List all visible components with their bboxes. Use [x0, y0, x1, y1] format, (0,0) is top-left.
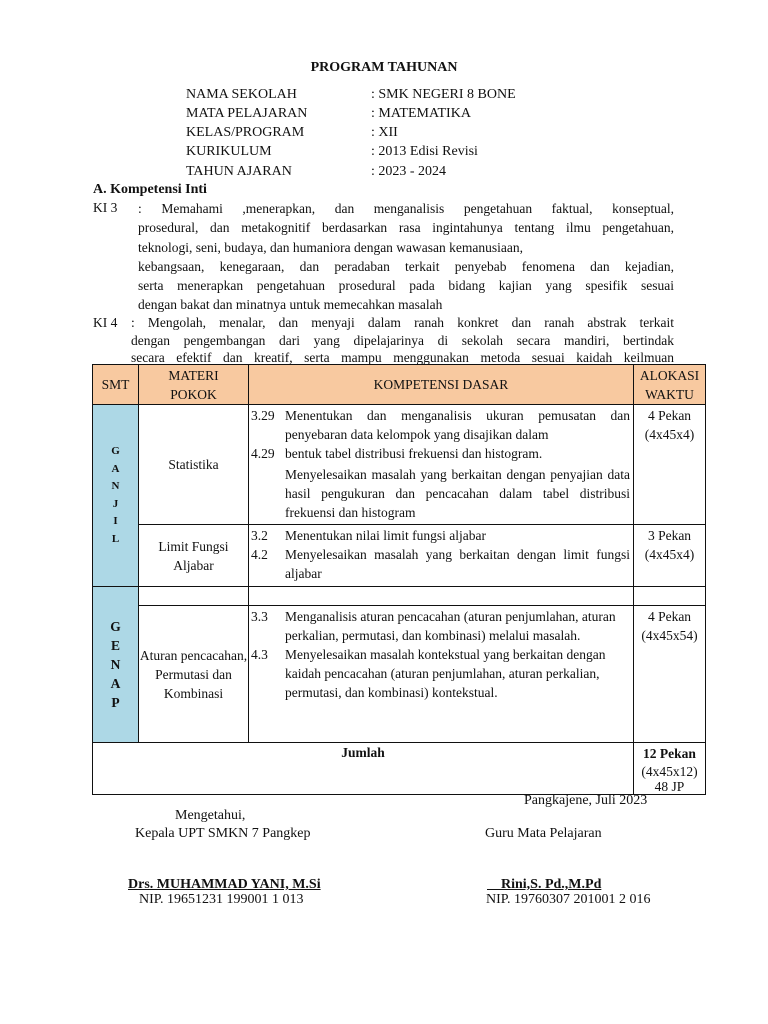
empty-cell [139, 587, 249, 606]
materi-limit: Limit Fungsi Aljabar [139, 525, 249, 587]
kd-text: bentuk tabel distribusi frekuensi dan histogram. [285, 446, 543, 461]
info-value-year: : 2023 - 2024 [371, 164, 447, 179]
kd-item [251, 545, 630, 583]
info-label-class: KELAS/PROGRAM [186, 125, 305, 140]
header-kd: KOMPETENSI DASAR [249, 365, 634, 405]
kd-item [251, 465, 630, 522]
total-jp: 48 JP [654, 779, 685, 794]
ki4-text [131, 314, 674, 367]
info-label-year: TAHUN AJARAN [186, 164, 292, 179]
info-value-class: : XII [371, 125, 398, 140]
alokasi-statistika [634, 405, 706, 525]
ki3-line-5: serta menerapkan pengetahuan prosedural pada bidang kajian yang spesifik sesuai [138, 278, 674, 294]
header-materi [139, 365, 249, 405]
kd-number: 4.29 [251, 446, 275, 461]
kd-item [251, 406, 630, 444]
ki3-line-6: dengan bakat dan minatnya untuk memecahkan masalah [138, 297, 443, 313]
table-row-empty [93, 587, 706, 606]
ganjil-letter: I [113, 515, 118, 527]
ki4-line-1: : Mengolah, menalar, dan menyaji dalam ranah konkret dan ranah abstrak terkait [131, 315, 674, 330]
section-heading-ki: A. Kompetensi Inti [93, 182, 207, 197]
alokasi-pekan: 3 Pekan [647, 528, 692, 543]
table-header-row [93, 365, 706, 405]
document-title: PROGRAM TAHUNAN [310, 60, 458, 75]
info-label-school: NAMA SEKOLAH [186, 87, 297, 102]
headmaster-nip: NIP. 19651231 199001 1 013 [139, 892, 304, 907]
genap-letter: E [110, 638, 120, 653]
ki3-line-3: teknologi, seni, budaya, dan humaniora dengan wawasan kemanusiaan, [138, 239, 524, 255]
info-value-curriculum: : 2013 Edisi Revisi [371, 144, 478, 159]
ganjil-letter: L [111, 532, 120, 545]
alokasi-jp: (4x45x54) [641, 628, 698, 643]
kd-text: Menyelesaikan masalah yang berkaitan dengan limit fungsi aljabar [285, 547, 630, 581]
info-label-subject: MATA PELAJARAN [186, 106, 308, 121]
jumlah-label: Jumlah [93, 743, 634, 795]
table-row [93, 405, 706, 525]
ki4-tag: KI 4 [93, 315, 118, 330]
genap-letter: A [110, 676, 121, 691]
kd-item [251, 526, 630, 545]
semester-genap [93, 587, 139, 743]
kd-item [251, 607, 630, 645]
total-pekan: 12 Pekan [643, 746, 696, 761]
teacher-role: Guru Mata Pelajaran [485, 826, 602, 841]
teacher-nip: NIP. 19760307 201001 2 016 [486, 892, 651, 907]
headmaster-role: Kepala UPT SMKN 7 Pangkep [135, 826, 311, 841]
info-label-curriculum: KURIKULUM [186, 144, 272, 159]
mengetahui-label: Mengetahui, [175, 808, 246, 823]
program-table [92, 364, 706, 795]
alokasi-pekan: 4 Pekan [647, 408, 692, 423]
header-smt: SMT [93, 365, 139, 405]
ki3-line-1: : Memahami ,menerapkan, dan menganalisis pengetahuan faktual, konseptual, [138, 201, 674, 216]
info-value-school: : SMK NEGERI 8 BONE [371, 87, 516, 102]
alokasi-jp: (4x45x4) [644, 547, 695, 562]
ki3-text [138, 199, 674, 315]
kd-text: Menganalisis aturan pencacahan (aturan penjumlahan, aturan perkalian, permutasi, dan kombinasi) melalui masalah. [285, 609, 616, 643]
kd-item [251, 444, 630, 463]
header-materi-line-2: POKOK [170, 386, 217, 402]
kd-statistika [249, 405, 634, 525]
kd-text: Menentukan dan menganalisis ukuran pemusatan dan penyebaran data kelompok yang disajikan dalam [285, 408, 630, 442]
materi-aturan: Aturan pencacahan, Permutasi dan Kombinasi [139, 606, 249, 743]
kd-number: 4.2 [251, 547, 268, 562]
alokasi-limit [634, 525, 706, 587]
empty-cell [249, 587, 634, 606]
ki4-line-2: dengan pengembangan dari yang dipelajarinya di sekolah secara mandiri, bertindak [131, 332, 674, 348]
header-alokasi-line-2: WAKTU [645, 386, 694, 402]
kd-limit [249, 525, 634, 587]
teacher-name: Rini,S. Pd.,M.Pd [487, 877, 602, 892]
ganjil-letter: N [111, 480, 120, 492]
table-row [93, 606, 706, 743]
alokasi-pekan: 4 Pekan [647, 609, 692, 624]
total-jp-formula: (4x45x12) [641, 764, 698, 779]
ganjil-letter: G [111, 445, 120, 457]
kd-item [251, 645, 630, 702]
kd-text: Menyelesaikan masalah yang berkaitan dengan penyajian data hasil pengukuran dan pencacahan dalam tabel distribusi frekuensi dan histogram [285, 467, 630, 520]
table-row-total [93, 743, 706, 795]
kd-text: Menentukan nilai limit fungsi aljabar [285, 528, 486, 543]
ganjil-letter: A [111, 462, 120, 475]
genap-letter: N [110, 657, 121, 672]
kd-number: 4.3 [251, 647, 268, 662]
kd-number: 3.2 [251, 528, 268, 543]
ki3-line-2: prosedural, dan metakognitif berdasarkan rasa ingintahunya tentang ilmu pengetahuan, [138, 220, 674, 236]
genap-letter: P [111, 695, 120, 710]
jumlah-total [634, 743, 706, 795]
kd-number [251, 465, 285, 522]
ganjil-letter: J [112, 497, 119, 510]
kd-text: Menyelesaikan masalah kontekstual yang berkaitan dengan kaidah pencacahan (aturan penjumlahan, aturan perkalian, permutasi, dan kombinasi) kontekstual. [285, 647, 606, 700]
materi-statistika: Statistika [139, 405, 249, 525]
alokasi-jp: (4x45x4) [644, 427, 695, 442]
kd-number: 3.29 [251, 408, 275, 423]
info-value-subject: : MATEMATIKA [371, 106, 471, 121]
semester-ganjil [93, 405, 139, 587]
headmaster-name: Drs. MUHAMMAD YANI, M.Si [128, 877, 321, 892]
header-materi-line-1: MATERI [168, 367, 219, 383]
header-alokasi-line-1: ALOKASI [639, 367, 700, 383]
kd-number: 3.3 [251, 609, 268, 624]
ki3-tag: KI 3 [93, 200, 118, 215]
header-alokasi [634, 365, 706, 405]
place-date: Pangkajene, Juli 2023 [524, 793, 648, 808]
genap-letter: G [110, 619, 121, 634]
ki3-line-4: kebangsaan, kenegaraan, dan peradaban terkait penyebab fenomena dan kejadian, [138, 258, 674, 274]
kd-aturan [249, 606, 634, 743]
ki4-line-3: secara efektif dan kreatif, serta mampu menggunakan metoda sesuai kaidah keilmuan [131, 350, 674, 365]
alokasi-aturan [634, 606, 706, 743]
empty-cell [634, 587, 706, 606]
table-row [93, 525, 706, 587]
